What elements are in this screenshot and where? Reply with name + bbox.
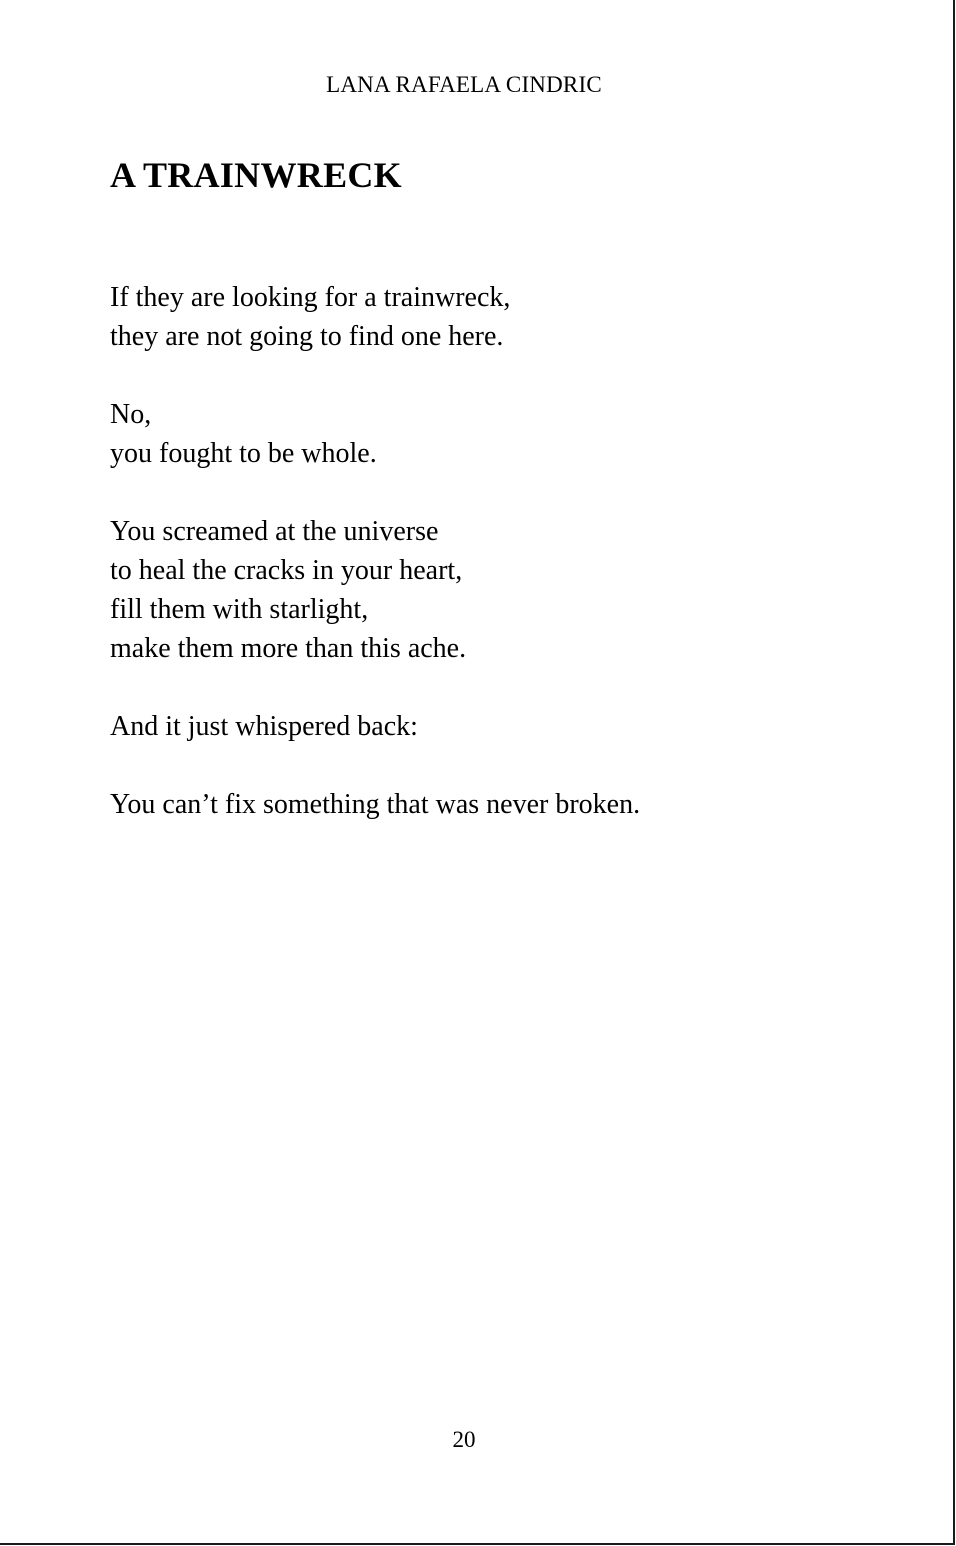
poem-line: No, (110, 399, 152, 430)
poem-line: fill them with starlight, (110, 594, 369, 625)
stanza-5 (110, 785, 890, 824)
poem-body (110, 278, 890, 863)
stanza-1 (110, 278, 890, 356)
running-header-author: LANA RAFAELA CINDRIC (326, 72, 602, 97)
stanza-3 (110, 512, 890, 668)
page-number: 20 (452, 1427, 476, 1452)
poem-line: you fought to be whole. (110, 438, 377, 469)
poem-line: make them more than this ache. (110, 633, 467, 664)
poem-line: You screamed at the universe (110, 516, 439, 547)
poem-line: to heal the cracks in your heart, (110, 555, 463, 586)
stanza-4 (110, 707, 890, 746)
poem-line: And it just whispered back: (110, 711, 418, 742)
poem-line: You can’t fix something that was never broken. (110, 789, 641, 820)
poem-line: they are not going to find one here. (110, 321, 504, 352)
poem-title: A TRAINWRECK (110, 155, 402, 195)
stanza-2 (110, 395, 890, 473)
poem-line: If they are looking for a trainwreck, (110, 282, 511, 313)
